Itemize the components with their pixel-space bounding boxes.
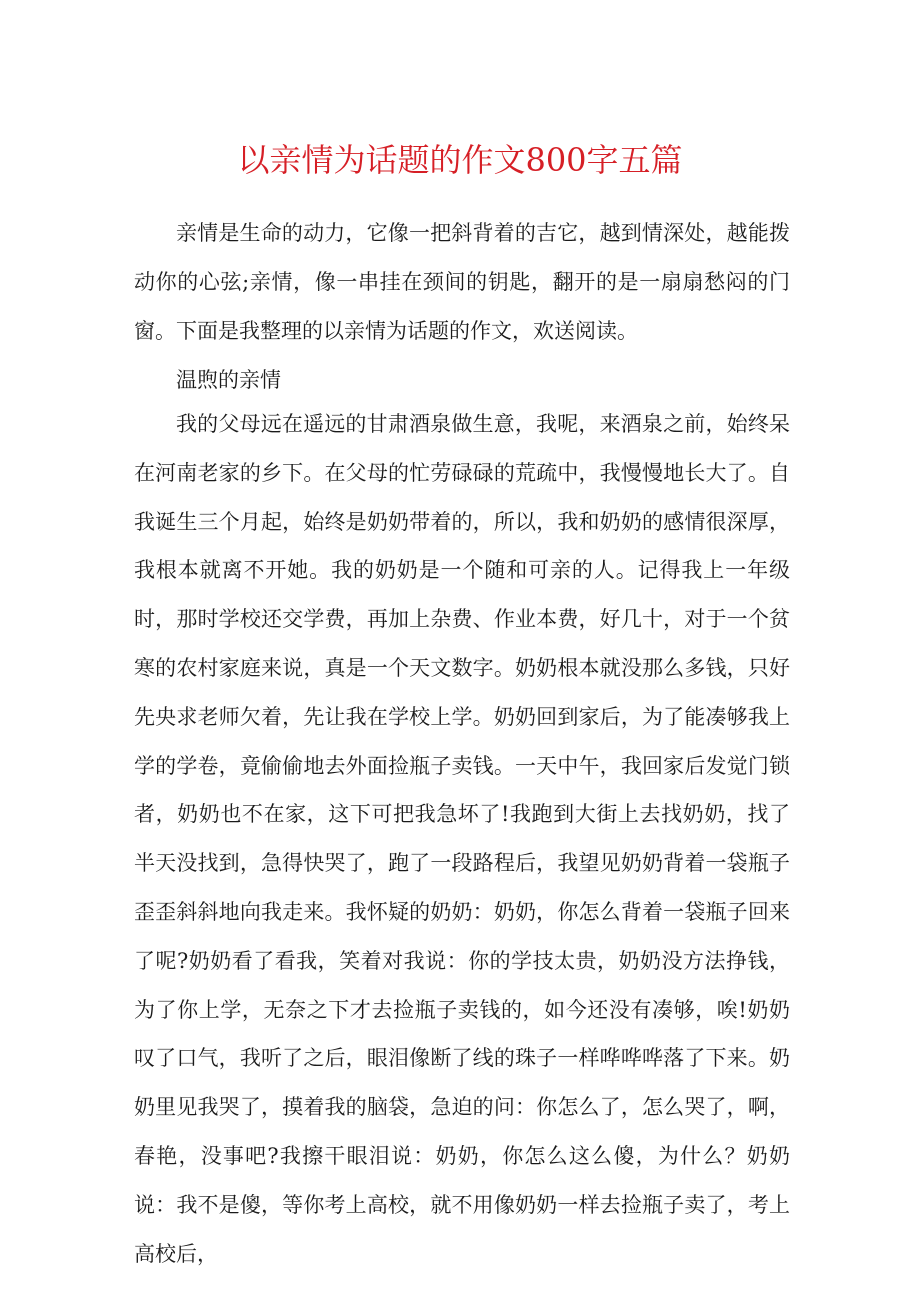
essay-heading: 温煦的亲情 xyxy=(176,368,281,392)
intro-paragraph: 亲情是生命的动力，它像一把斜背着的吉它，越到情深处，越能拨动你的心弦;亲情，像一串挂在颈间的钥匙，翻开的是一扇扇愁闷的门窗。下面是我整理的以亲情为话题的作文，欢送阅读。 xyxy=(134,221,790,343)
story-paragraph: 我的父母远在遥远的甘肃酒泉做生意，我呢，来酒泉之前，始终呆在河南老家的乡下。在父母的忙劳碌碌的荒疏中，我慢慢地长大了。自我诞生三个月起，始终是奶奶带着的，所以，我和奶奶的感情很深厚，我根本就离不开她。我的奶奶是一个随和可亲的人。记得我上一年级时，那时学校还交学费，再加上杂费、作业本费，好几十，对于一个贫寒的农村家庭来说，真是一个天文数字。奶奶根本就没那么多钱，只好先央求老师欠着，先让我在学校上学。奶奶回到家后，为了能凑够我上学的学卷，竟偷偷地去外面捡瓶子卖钱。一天中午，我回家后发觉门锁者，奶奶也不在家，这下可把我急坏了!我跑到大街上去找奶奶，找了半天没找到，急得快哭了，跑了一段路程后，我望见奶奶背着一袋瓶子歪歪斜斜地向我走来。我怀疑的奶奶：奶奶，你怎么背着一袋瓶子回来了呢?奶奶看了看我，笑着对我说：你的学技太贵，奶奶没方法挣钱，为了你上学，无奈之下才去捡瓶子卖钱的，如今还没有凑够，唉!奶奶叹了口气，我听了之后，眼泪像断了线的珠子一样哗哗哗落了下来。奶奶里见我哭了，摸着我的脑袋，急迫的问：你怎么了，怎么哭了，啊，春艳，没事吧?我擦干眼泪说：奶奶，你怎么这么傻，为什么？奶奶说：我不是傻，等你考上高校，就不用像奶奶一样去捡瓶子卖了，考上高校后， xyxy=(134,412,790,1266)
document-title: 以亲情为话题的作文800字五篇 xyxy=(237,141,683,179)
